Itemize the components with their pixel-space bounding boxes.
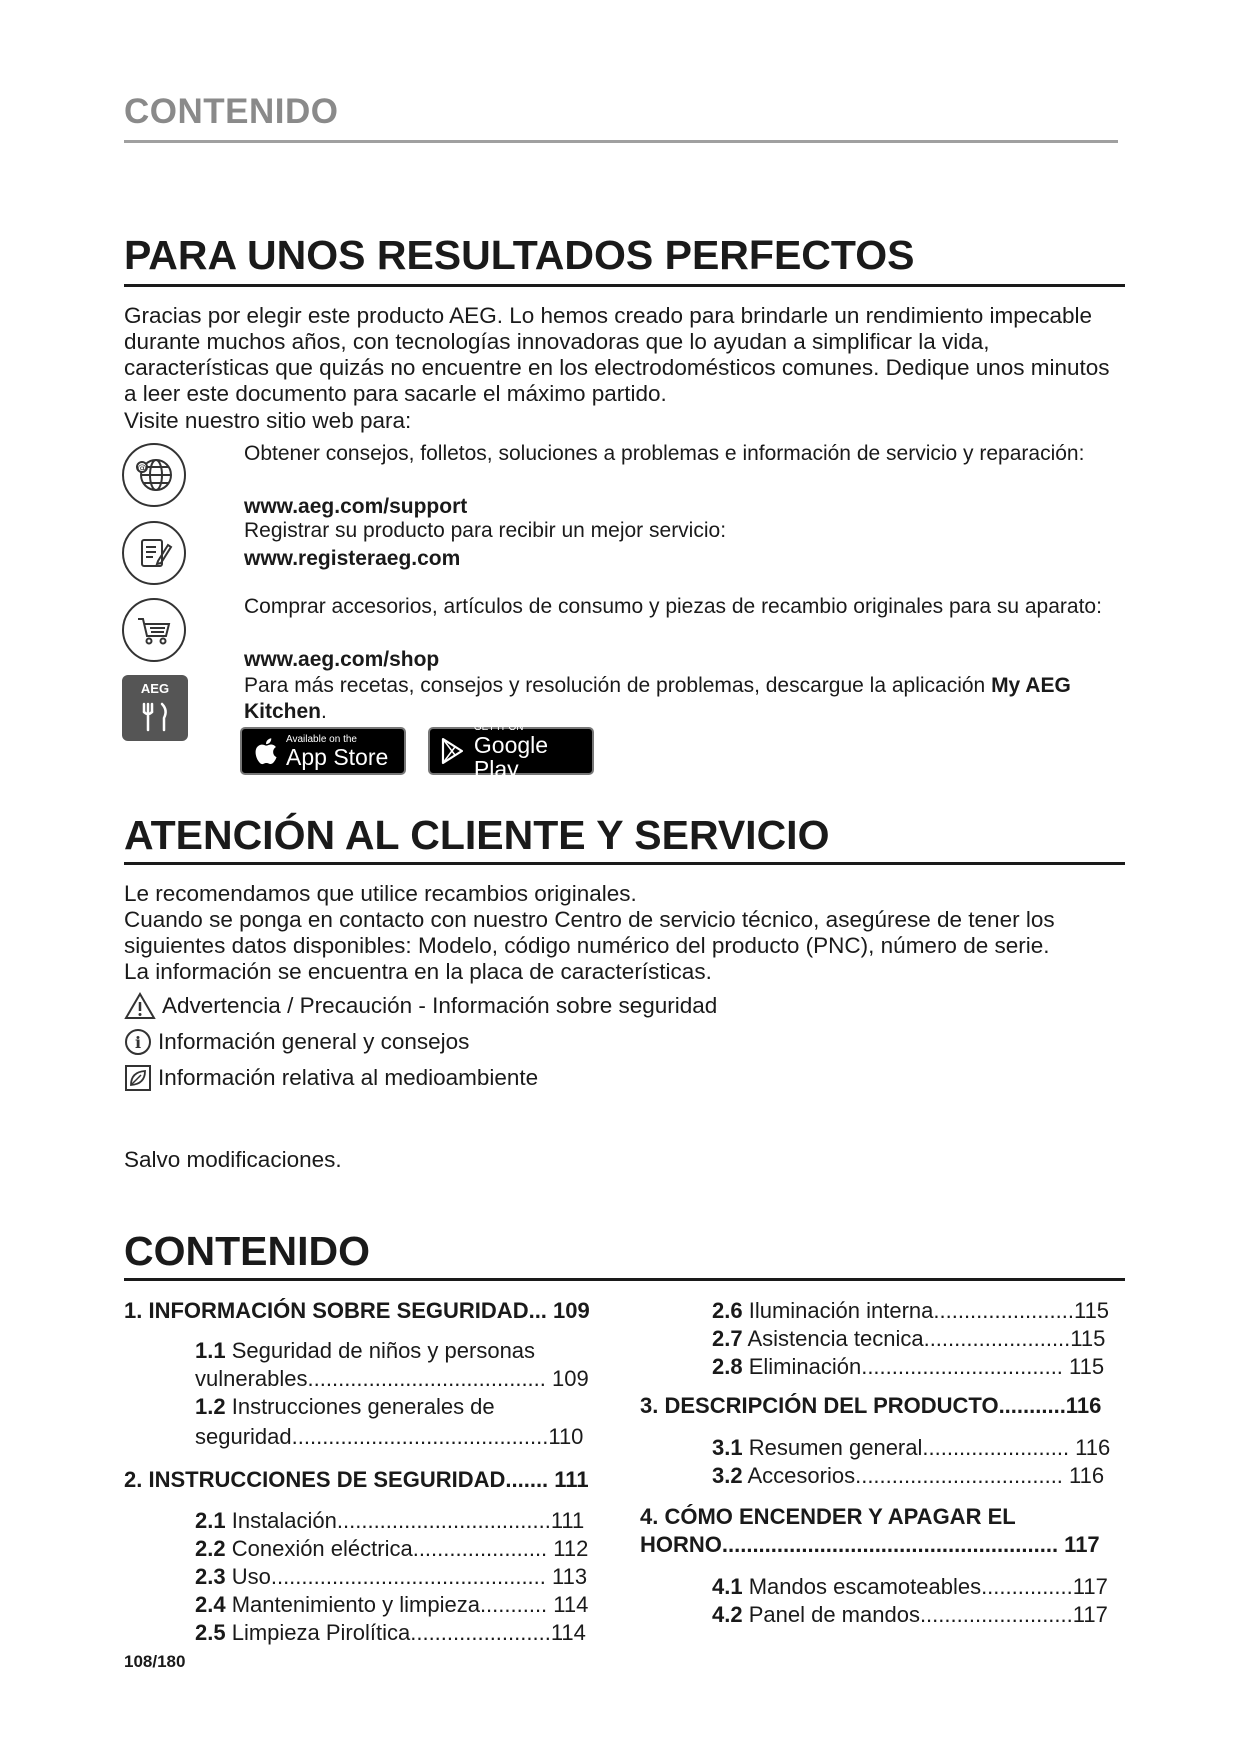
service-line-3: La información se encuentra en la placa de características. (124, 959, 712, 984)
legend-warning (124, 992, 717, 1020)
svg-text:i: i (134, 1033, 142, 1052)
googleplay-big-label: Google Play (473, 731, 549, 782)
toc-item-2-2[interactable]: 2.2 Conexión eléctrica...................... 112 (195, 1536, 589, 1561)
info-circle-icon (124, 1028, 152, 1056)
appstore-small-label: Available on the (286, 733, 357, 745)
globe-icon (122, 443, 186, 507)
toc-chapter-3[interactable]: 3. DESCRIPCIÓN DEL PRODUCTO...........116 (640, 1393, 1102, 1418)
warning-triangle-icon (124, 992, 156, 1020)
section-divider (124, 1278, 1125, 1281)
toc-item-1-1-cont[interactable]: vulnerables....................................... 109 (195, 1366, 589, 1391)
toc-item-2-3[interactable]: 2.3 Uso............................................. 113 (195, 1564, 588, 1589)
google-play-button[interactable] (428, 721, 594, 782)
page-number: 108/180 (124, 1652, 186, 1671)
svg-text:@: @ (137, 463, 147, 474)
toc-chapter-4[interactable]: 4. CÓMO ENCENDER Y APAGAR EL (640, 1504, 1016, 1529)
support-link[interactable]: www.aeg.com/support (244, 495, 468, 518)
shop-link[interactable]: www.aeg.com/shop (244, 648, 440, 671)
legend-warning-text: Advertencia / Precaución - Información sobre seguridad (162, 993, 718, 1018)
support-text: Obtener consejos, folletos, soluciones a problemas e información de servicio y reparación: (244, 442, 1085, 465)
app-text (244, 673, 1124, 725)
toc-item-3-2[interactable]: 3.2 Accesorios.................................. 116 (712, 1463, 1105, 1488)
toc-item-2-8[interactable]: 2.8 Eliminación................................. 115 (712, 1354, 1105, 1379)
appstore-big-label: App Store (286, 743, 389, 770)
visit-text: Visite nuestro sitio web para: (124, 408, 412, 433)
app-store-button[interactable] (240, 727, 406, 775)
section-title-contents: CONTENIDO (124, 1228, 370, 1274)
legend-environment (124, 1064, 538, 1092)
googleplay-small-label: GET IT ON (473, 721, 524, 733)
toc-chapter-4-cont[interactable]: HORNO....................................................... 117 (640, 1532, 1100, 1557)
shopping-cart-icon (122, 598, 186, 662)
section-title-results: PARA UNOS RESULTADOS PERFECTOS (124, 232, 915, 278)
app-name: My AEG Kitchen (244, 674, 1071, 723)
legend-info (124, 1028, 469, 1056)
toc-item-1-2-cont[interactable]: seguridad..........................................110 (195, 1424, 584, 1449)
register-text: Registrar su producto para recibir un mejor servicio: (244, 519, 727, 542)
register-form-icon (122, 521, 186, 585)
toc-item-3-1[interactable]: 3.1 Resumen general........................ 116 (712, 1435, 1111, 1460)
service-line-2: Cuando se ponga en contacto con nuestro Centro de servicio técnico, asegúrese de tener los siguientes datos disponibles: Modelo, código numérico del producto (PNC), número de serie. (124, 907, 1055, 958)
toc-item-2-4[interactable]: 2.4 Mantenimiento y limpieza........... 114 (195, 1592, 589, 1617)
section-title-customer-service: ATENCIÓN AL CLIENTE Y SERVICIO (124, 812, 830, 858)
toc-item-2-6[interactable]: 2.6 Iluminación interna.......................115 (712, 1298, 1110, 1323)
top-divider (124, 140, 1118, 143)
changes-note: Salvo modificaciones. (124, 1147, 342, 1172)
toc-item-2-5[interactable]: 2.5 Limpieza Pirolítica.......................114 (195, 1620, 586, 1645)
toc-item-4-2[interactable]: 4.2 Panel de mandos.........................117 (712, 1602, 1108, 1627)
leaf-icon (124, 1064, 152, 1092)
toc-chapter-1[interactable]: 1. INFORMACIÓN SOBRE SEGURIDAD... 109 (124, 1298, 590, 1323)
toc-chapter-2[interactable]: 2. INSTRUCCIONES DE SEGURIDAD....... 111 (124, 1467, 589, 1492)
toc-item-1-2[interactable]: 1.2 Instrucciones generales de (195, 1394, 495, 1419)
toc-item-2-7[interactable]: 2.7 Asistencia tecnica........................115 (712, 1326, 1106, 1351)
apple-icon (252, 736, 278, 766)
top-heading: CONTENIDO (124, 92, 339, 131)
register-link[interactable]: www.registeraeg.com (244, 547, 461, 570)
app-text-post: . (321, 700, 327, 723)
section-divider (124, 284, 1125, 287)
cutlery-icon (122, 696, 188, 736)
legend-environment-text: Información relativa al medioambiente (158, 1065, 539, 1090)
aeg-app-icon (122, 675, 188, 741)
app-text-pre: Para más recetas, consejos y resolución de problemas, descargue la aplicación (244, 674, 992, 697)
legend-info-text: Información general y consejos (158, 1029, 470, 1054)
intro-paragraph: Gracias por elegir este producto AEG. Lo hemos creado para brindarle un rendimiento impecable durante muchos años, con tecnologías innovadoras que lo ayudan a simplificar la vida, características que quizás no encuentre en los electrodomésticos comunes. Dedique unos minutos a leer este documento para sacarle el máximo partido. (124, 303, 1110, 406)
google-play-icon (440, 735, 466, 767)
toc-item-2-1[interactable]: 2.1 Instalación...................................111 (195, 1508, 585, 1533)
toc-item-1-1[interactable]: 1.1 Seguridad de niños y personas (195, 1338, 536, 1363)
toc-item-4-1[interactable]: 4.1 Mandos escamoteables...............117 (712, 1574, 1108, 1599)
service-line-1: Le recomendamos que utilice recambios originales. (124, 881, 637, 906)
section-divider (124, 862, 1125, 865)
aeg-logo-text: AEG (140, 681, 170, 696)
shop-text: Comprar accesorios, artículos de consumo y piezas de recambio originales para su aparato: (244, 595, 1102, 618)
